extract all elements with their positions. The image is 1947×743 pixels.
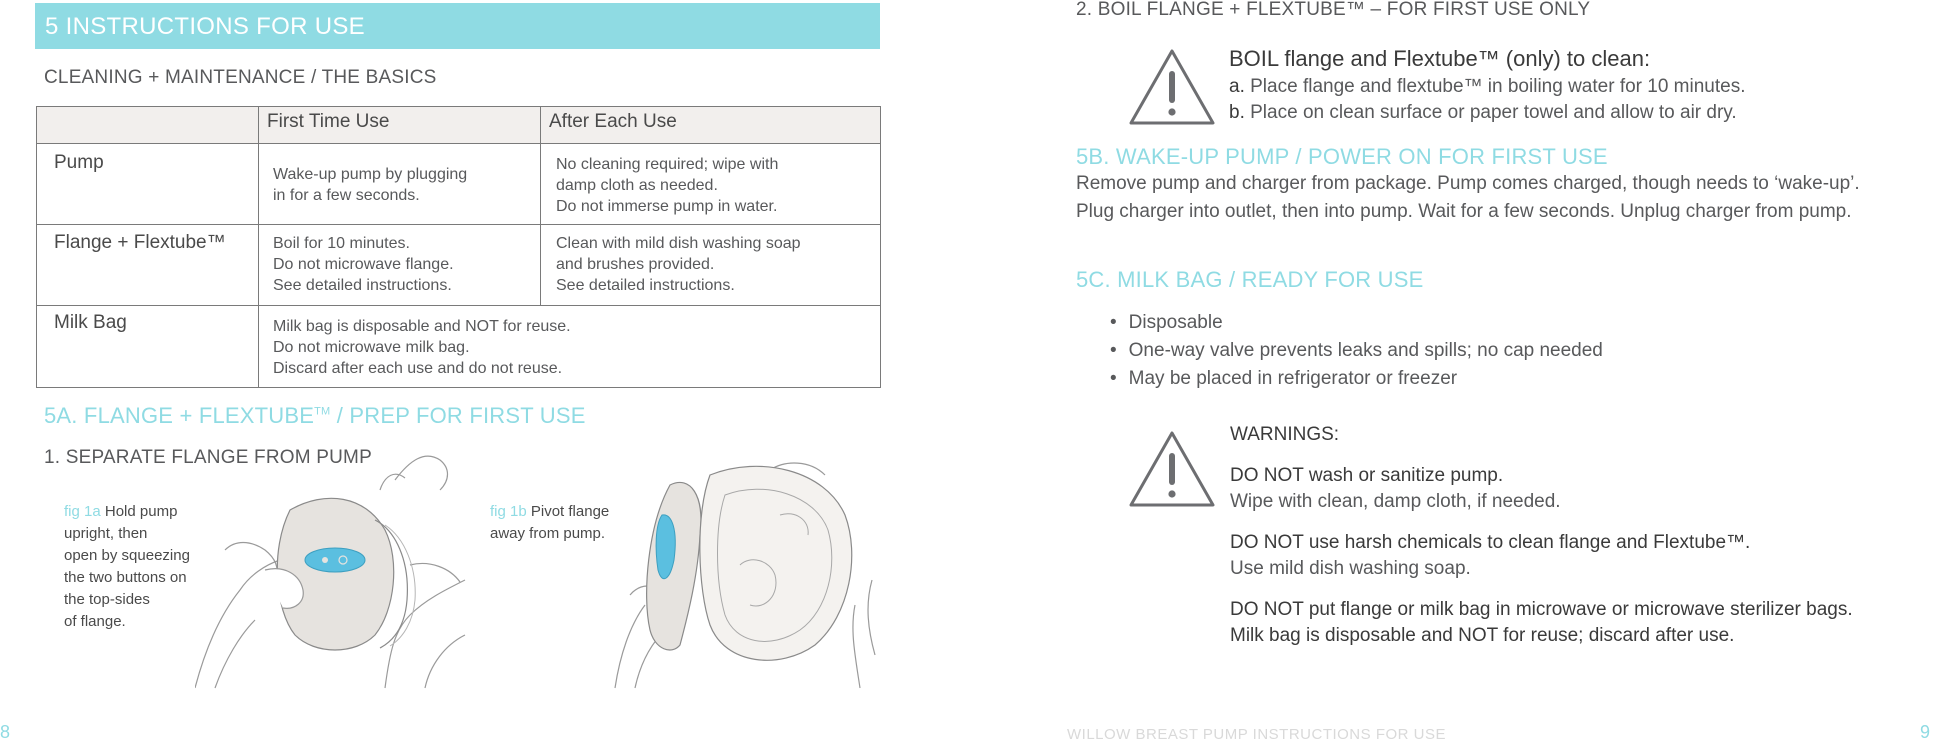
section-5a-suffix: / PREP FOR FIRST USE xyxy=(330,403,586,428)
fig1a-text: Hold pump upright, then open by squeezing the two buttons on the top-sides of flange. xyxy=(64,503,190,630)
table-header-row xyxy=(37,107,881,144)
cell-text: Boil for 10 minutes. Do not microwave flange. See detailed instructions. xyxy=(273,235,454,294)
trademark-sup: TM xyxy=(314,405,331,418)
fig1a-illustration xyxy=(195,450,495,690)
table-row xyxy=(37,144,881,225)
warning-1-strong: DO NOT wash or sanitize pump. xyxy=(1230,465,1504,486)
warning-3-strong-2: Milk bag is disposable and NOT for reuse; discard after use. xyxy=(1230,625,1735,646)
section-banner-title: 5 INSTRUCTIONS FOR USE xyxy=(45,13,365,40)
table-cell xyxy=(259,225,541,306)
list-item: • Disposable xyxy=(1110,309,1603,337)
section-banner xyxy=(35,3,880,49)
table-header-after-each: After Each Use xyxy=(541,107,881,144)
row-label-flange xyxy=(37,225,259,306)
warning-3-strong: DO NOT put flange or milk bag in microwave or microwave sterilizer bags. xyxy=(1230,599,1853,620)
section-5a-prefix: 5A. FLANGE + FLEXTUBE xyxy=(44,403,315,428)
step2-heading: 2. BOIL FLANGE + FLEXTUBE™ – FOR FIRST USE ONLY xyxy=(1076,0,1591,20)
table-row xyxy=(37,306,881,388)
care-table xyxy=(36,106,881,388)
table-cell xyxy=(541,144,881,225)
row-label-pump xyxy=(37,144,259,225)
section-5c-heading: 5C. MILK BAG / READY FOR USE xyxy=(1076,267,1424,292)
section-5a-heading xyxy=(44,403,586,429)
warning-2-strong: DO NOT use harsh chemicals to clean flange and Flextube™. xyxy=(1230,532,1751,553)
warning-1-normal: Wipe with clean, damp cloth, if needed. xyxy=(1230,491,1561,512)
milk-bag-bullets xyxy=(1110,309,1603,393)
row-label-milk-bag xyxy=(37,306,259,388)
boil-step-a-text: Place flange and flextube™ in boiling water for 10 minutes. xyxy=(1244,76,1746,97)
table-header-empty xyxy=(37,107,259,144)
boil-step-a-label: a. xyxy=(1229,76,1245,97)
list-item: • One-way valve prevents leaks and spills; no cap needed xyxy=(1110,337,1603,365)
table-cell xyxy=(259,144,541,225)
boil-step-b-label: b. xyxy=(1229,102,1245,123)
page-number-right: 9 xyxy=(1920,722,1931,742)
boil-step-b-text: Place on clean surface or paper towel and allow to air dry. xyxy=(1244,102,1737,123)
cell-text: Wake-up pump by plugging in for a few seconds. xyxy=(273,166,468,204)
fig1b-label: fig 1b xyxy=(490,503,527,520)
section-5b-heading: 5B. WAKE-UP PUMP / POWER ON FOR FIRST USE xyxy=(1076,144,1608,169)
fig1b-illustration xyxy=(610,455,880,690)
cleaning-heading: CLEANING + MAINTENANCE / THE BASICS xyxy=(44,67,437,88)
section-5b-body: Remove pump and charger from package. Pump comes charged, though needs to ‘wake-up’. Plug charger into outlet, then into pump. Wait for a few seconds. Unplug charger from pump. xyxy=(1076,173,1860,222)
table-cell xyxy=(541,225,881,306)
table-cell-merged xyxy=(259,306,881,388)
boil-step-a xyxy=(1229,74,1745,100)
warnings-title: WARNINGS: xyxy=(1230,424,1340,445)
table-row xyxy=(37,225,881,306)
boil-step-b xyxy=(1229,100,1737,126)
warning-2-normal: Use mild dish washing soap. xyxy=(1230,558,1471,579)
warning-icon xyxy=(1128,48,1216,126)
row-label-text: Flange + Flextube™ xyxy=(54,232,226,253)
step1-heading: 1. SEPARATE FLANGE FROM PUMP xyxy=(44,447,372,468)
cell-text: Milk bag is disposable and NOT for reuse. Do not microwave milk bag. Discard after each use and do not reuse. xyxy=(273,318,571,377)
row-label-text: Pump xyxy=(54,152,104,173)
warning-icon xyxy=(1128,430,1216,508)
fig1b-caption xyxy=(490,501,630,545)
table-header-first-time: First Time Use xyxy=(259,107,541,144)
boil-title: BOIL flange and Flextube™ (only) to clean: xyxy=(1229,46,1651,71)
page-number-left: 8 xyxy=(0,722,11,742)
list-item: • May be placed in refrigerator or freezer xyxy=(1110,365,1603,393)
cell-text: Clean with mild dish washing soap and brushes provided. See detailed instructions. xyxy=(556,235,801,294)
fig1a-label: fig 1a xyxy=(64,503,101,520)
fig1b-text: Pivot flange away from pump. xyxy=(490,503,610,542)
row-label-text: Milk Bag xyxy=(54,312,127,333)
document-footer: WILLOW BREAST PUMP INSTRUCTIONS FOR USE xyxy=(1067,726,1446,743)
cell-text: No cleaning required; wipe with damp cloth as needed. Do not immerse pump in water. xyxy=(556,156,779,215)
